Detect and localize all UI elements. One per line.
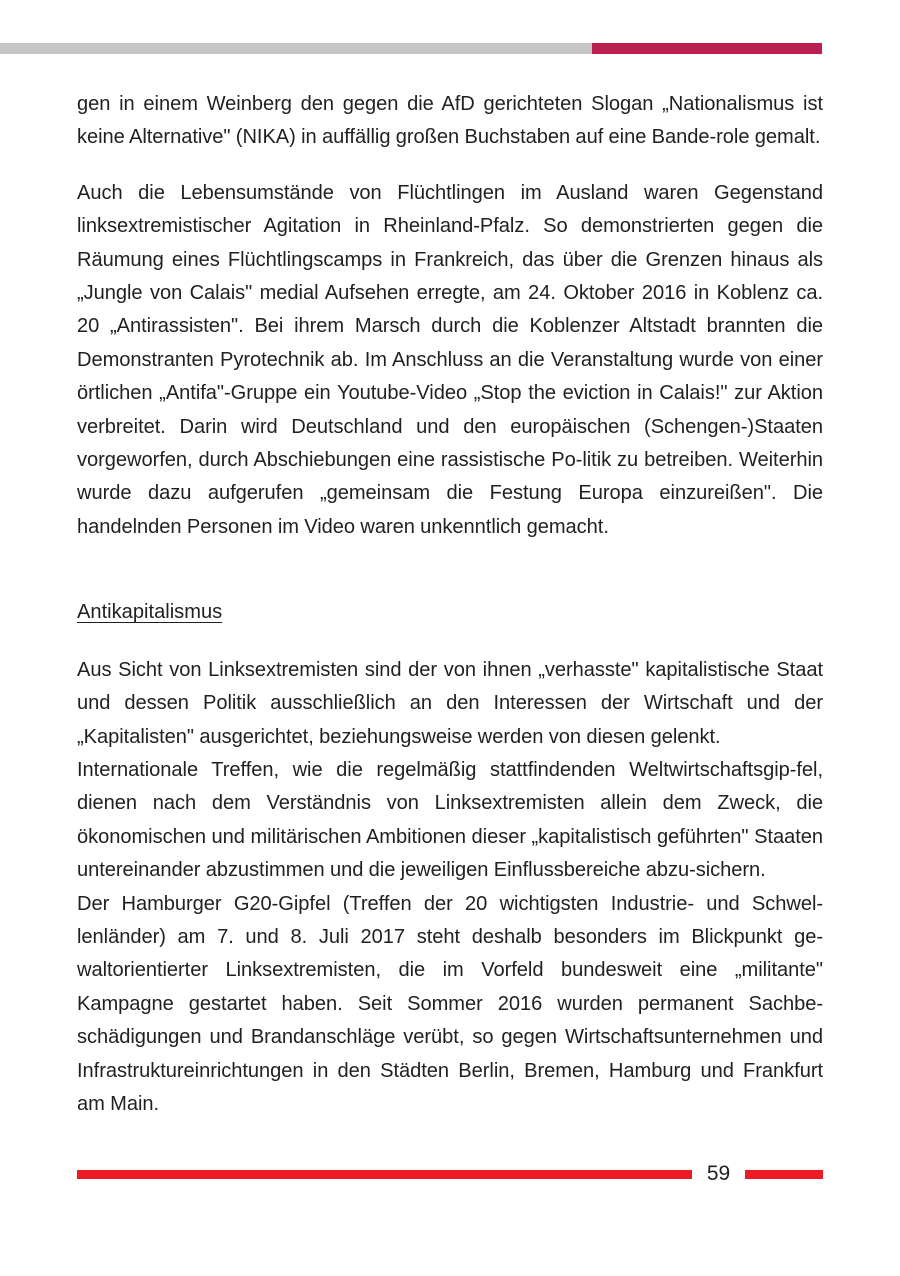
paragraph-g20-gipfel: Der Hamburger G20-Gipfel (Treffen der 20 wichtigsten Industrie- und Schwel-lenländer) am 7. und 8. Juli 2017 steht deshalb besonders im Blickpunkt ge-waltorientierter Linksextremisten, die im Vorfeld bundesweit eine „militante" Kampagne gestartet haben. Seit Sommer 2016 wurden permanent Sachbe-schädigungen und Brandanschläge verübt, so gegen Wirtschaftsunternehmen und Infrastruktureinrichtungen in den Städten Berlin, Bremen, Hamburg und Frankfurt am Main.: [77, 892, 823, 1115]
section-heading-antikapitalismus: Antikapitalismus: [77, 601, 223, 624]
paragraph-nika: gen in einem Weinberg den gegen die AfD gerichteten Slogan „Nationalismus ist keine Alternative" (NIKA) in auffällig großen Buchstaben auf eine Bande-role gemalt.: [77, 93, 823, 149]
header-rule-gray-segment: [0, 43, 592, 54]
footer-rule-long-segment: [77, 1170, 692, 1179]
page-number: 59: [706, 1162, 731, 1185]
section-heading-block: [77, 596, 823, 629]
page-footer: [77, 1163, 823, 1185]
footer-rule-short-segment: [745, 1170, 823, 1179]
paragraph-internationale-treffen: Internationale Treffen, wie die regelmäßig stattfindenden Weltwirtschaftsgip-fel, dienen nach dem Verständnis von Linksextremisten allein dem Zweck, die ökonomischen und militärischen Ambitionen dieser „kapitalistisch geführten" Staaten untereinander abzustimmen und die jeweiligen Einflussbereiche abzu-sichern.: [77, 758, 823, 882]
text-column: [77, 88, 823, 1121]
paragraph-fluechtlinge: Auch die Lebensumstände von Flüchtlingen im Ausland waren Gegenstand linksextremistischer Agitation in Rheinland-Pfalz. So demonstrierten gegen die Räumung eines Flüchtlingscamps in Frankreich, das über die Grenzen hinaus als „Jungle von Calais" medial Aufsehen erregte, am 24. Oktober 2016 in Koblenz ca. 20 „Antirassisten". Bei ihrem Marsch durch die Koblenzer Altstadt brannten die Demonstranten Pyrotechnik ab. Im Anschluss an die Veranstaltung wurde von einer örtlichen „Antifa"-Gruppe ein Youtube-Video „Stop the eviction in Calais!" zur Aktion verbreitet. Darin wird Deutschland und den europäischen (Schengen-)Staaten vorgeworfen, durch Abschiebungen eine rassistische Po-litik zu betreiben. Weiterhin wurde dazu aufgerufen „gemeinsam die Festung Europa einzureißen". Die handelnden Personen im Video waren unkenntlich gemacht.: [77, 181, 823, 538]
header-rule-red-segment: [592, 43, 822, 54]
paragraph-kapitalismus-sicht: Aus Sicht von Linksextremisten sind der von ihnen „verhasste" kapitalistische Staat und dessen Politik ausschließlich an den Interessen der Wirtschaft und der „Kapitalisten" ausgerichtet, beziehungsweise werden von diesen gelenkt.: [77, 658, 823, 748]
header-rule: [0, 43, 822, 54]
